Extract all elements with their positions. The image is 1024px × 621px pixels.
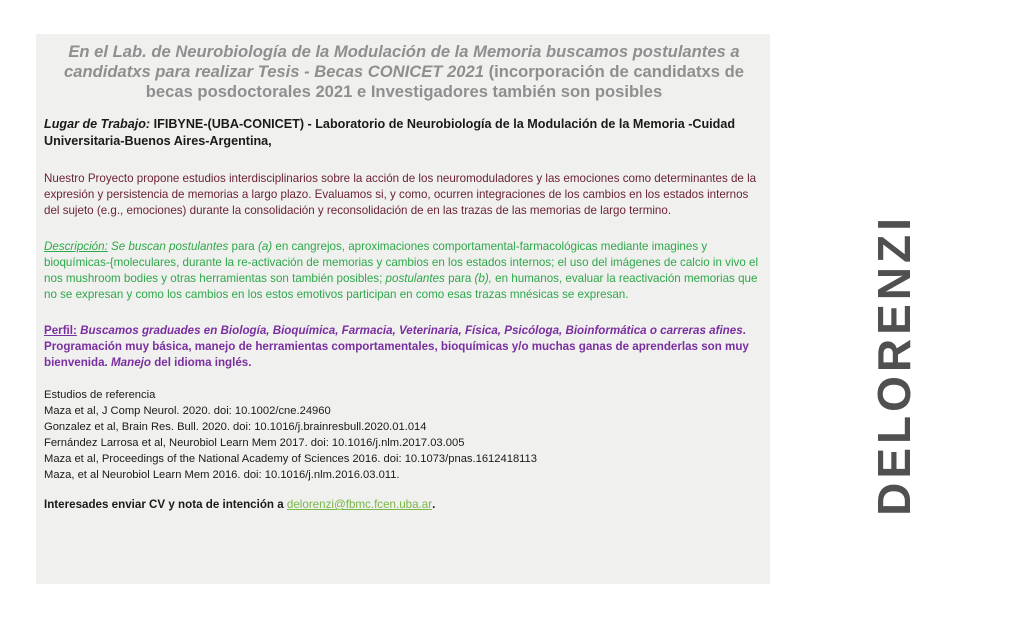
email-link[interactable]: delorenzi@fbmc.fcen.uba.ar [286, 498, 433, 511]
profile-paragraph [44, 323, 764, 371]
reference-item: Fernández Larrosa et al, Neurobiol Learn Mem 2017. doi: 10.1016/j.nlm.2017.03.005 [44, 437, 465, 449]
description-paragraph [44, 239, 764, 303]
reference-item: Maza et al, Proceedings of the National Academy of Sciences 2016. doi: 10.1073/pnas.1612418113 [44, 453, 538, 465]
project-paragraph: Nuestro Proyecto propone estudios interdisciplinarios sobre la acción de los neuromoduladores y las emociones como determinantes de la expresión y persistencia de memorias a largo plazo. Evaluamos si, y como, ocurren integraciones de los cambios en los estados internos del sujeto (e.g., emociones) durante la consolidación y reconsolidación de en las trazas de las memorias de largo termino. [44, 172, 757, 217]
profile-part-3: Manejo [111, 356, 151, 369]
description-part-8: en humanos, evaluar la reactivación memorias que no se expresan y como los cambios en los estos emotivos participan en como esas trazas mnésicas se expresan. [44, 272, 758, 301]
reference-item: Gonzalez et al, Brain Res. Bull. 2020. doi: 10.1016/j.brainresbull.2020.01.014 [44, 421, 427, 433]
profile-part-2: . Programación muy básica, manejo de herramientas comportamentales, bioquímicas y/o muchas ganas de aprenderlas son muy bienvenida. [44, 324, 749, 369]
contact-end: . [432, 498, 436, 511]
profile-label: Perfil: [44, 324, 77, 337]
workplace [44, 116, 764, 150]
side-label-svg [852, 180, 932, 550]
reference-item: Maza, et al Neurobiol Learn Mem 2016. doi: 10.1016/j.nlm.2016.03.011. [44, 469, 400, 481]
workplace-label: Lugar de Trabajo: [44, 117, 151, 131]
references-title: Estudios de referencia [44, 389, 156, 401]
workplace-text: IFIBYNE-(UBA-CONICET) - Laboratorio de Neurobiología de la Modulación de la Memoria -Cuidad Universitaria-Buenos Aires-Argentina, [44, 117, 736, 148]
description-part-5: postulantes [385, 272, 445, 285]
announcement-card [36, 34, 770, 584]
description-part-2: para [228, 240, 258, 253]
side-label: DELORENZI [868, 214, 920, 516]
description-label: Descripción: [44, 240, 108, 253]
headline-italic: En el Lab. de Neurobiología de la Modulación de la Memoria buscamos postulantes a candidatxs para realizar Tesis - Becas CONICET 2021 [64, 42, 740, 81]
contact-text: Interesades enviar CV y nota de intención a [44, 498, 287, 511]
side-label-container [852, 180, 932, 550]
description-part-1: Se buscan postulantes [107, 240, 229, 253]
references [44, 387, 764, 483]
profile-part-1: Buscamos graduades en Biología, Bioquímica, Farmacia, Veterinaria, Física, Psicóloga, Bioinformática o carreras afines [76, 324, 743, 337]
description-part-7: (b), [474, 272, 492, 285]
description-part-6: para [444, 272, 475, 285]
reference-item: Maza et al, J Comp Neurol. 2020. doi: 10.1002/cne.24960 [44, 405, 331, 417]
profile-part-4: del idioma inglés. [150, 356, 252, 369]
description-part-3: (a) [257, 240, 273, 253]
headline [44, 42, 764, 102]
headline-normal: (incorporación de candidatxs de becas posdoctorales 2021 e Investigadores también son posibles [145, 62, 744, 101]
description-part-4: en cangrejos, aproximaciones comportamental-farmacológicas mediante imagines y bioquímicas-{moleculares, durante la re-activación de memorias y cambios en los estados internos; el uso del imágenes de calcio in vivo el nos mushroom bodies y otras herramientas son también posibles; [44, 240, 759, 285]
contact-line [44, 497, 764, 513]
